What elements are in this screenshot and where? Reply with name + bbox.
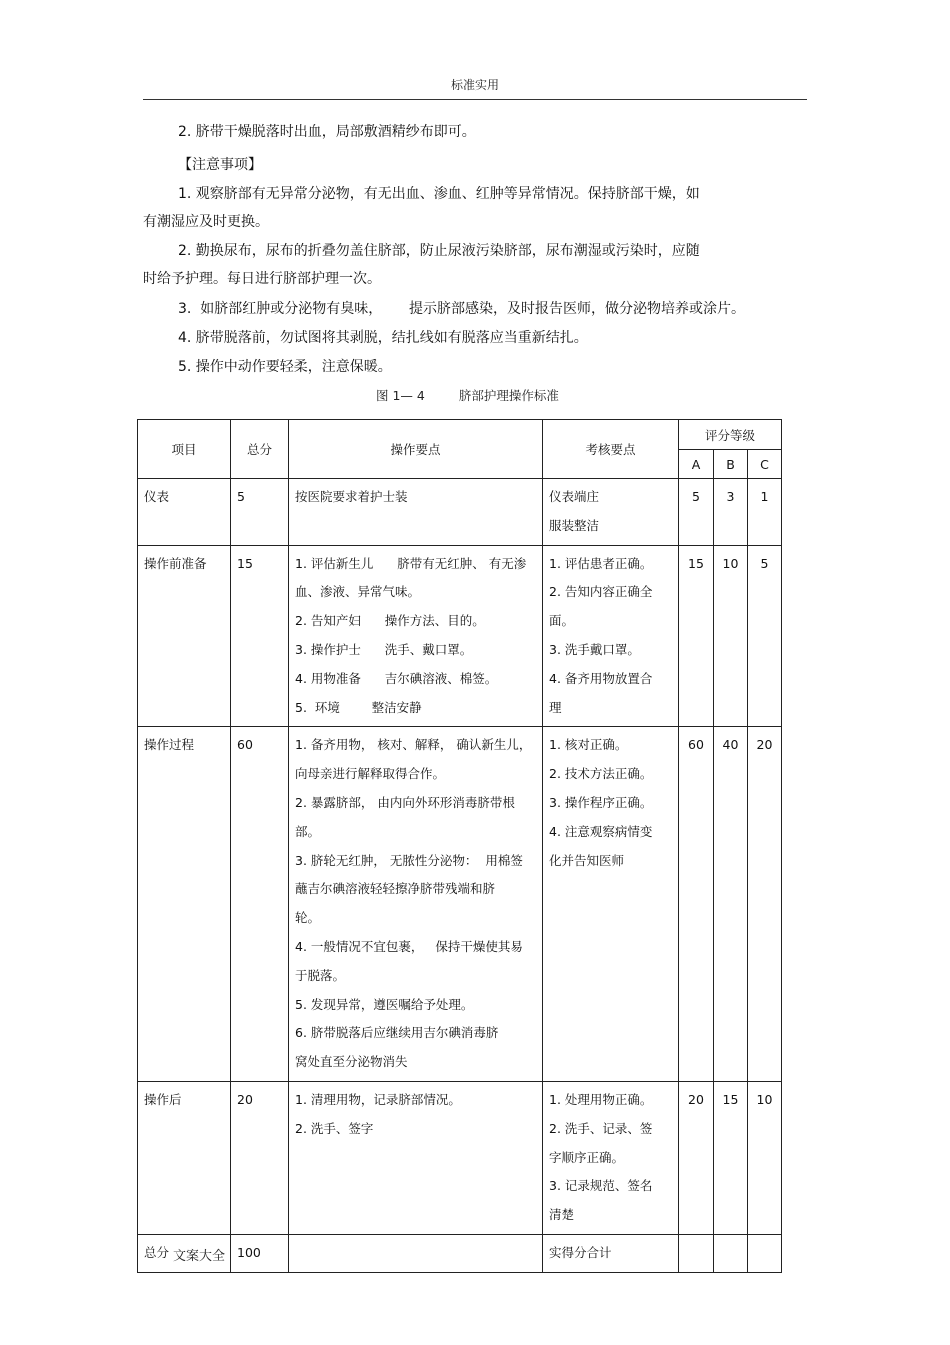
operation-line: 蘸吉尔碘溶液轻轻擦净脐带残端和脐 bbox=[295, 881, 496, 897]
note-line: 有潮湿应及时更换。 bbox=[143, 214, 269, 230]
cell-grade-c: 5 bbox=[748, 545, 782, 727]
cell-total: 100 bbox=[231, 1234, 289, 1272]
operation-line: 2. 告知产妇 操作方法、目的。 bbox=[295, 613, 485, 629]
header-grade-a: A bbox=[679, 450, 714, 479]
cell-assessment bbox=[543, 479, 679, 546]
assessment-line: 1. 核对正确。 bbox=[549, 737, 628, 753]
operation-line: 1. 评估新生儿 脐带有无红肿、 有无渗 bbox=[295, 555, 527, 571]
operation-line: 5. 环境 整洁安静 bbox=[295, 699, 422, 715]
operation-line: 1. 备齐用物， 核对、解释， 确认新生儿， bbox=[295, 737, 532, 753]
header-total: 总分 bbox=[231, 420, 289, 479]
operation-line: 窝处直至分泌物消失 bbox=[295, 1054, 408, 1070]
assessment-line: 实得分合计 bbox=[549, 1244, 612, 1260]
assessment-line: 2. 告知内容正确全 bbox=[549, 584, 653, 600]
note-item bbox=[143, 237, 773, 293]
caption-title: 脐部护理操作标准 bbox=[458, 388, 559, 403]
assessment-line: 化并告知医师 bbox=[549, 852, 625, 868]
cell-operation bbox=[289, 479, 543, 546]
header-grade: 评分等级 bbox=[679, 420, 782, 450]
cell-operation bbox=[289, 727, 543, 1082]
assessment-line: 2. 洗手、记录、签 bbox=[549, 1120, 653, 1136]
assessment-line: 3. 洗手戴口罩。 bbox=[549, 641, 640, 657]
cell-item: 操作过程 bbox=[138, 727, 231, 1082]
cell-grade-c: 20 bbox=[748, 727, 782, 1082]
operation-line: 6. 脐带脱落后应继续用吉尔碘消毒脐 bbox=[295, 1025, 499, 1041]
operation-line: 4. 用物准备 吉尔碘溶液、棉签。 bbox=[295, 670, 498, 686]
operation-line: 部。 bbox=[295, 823, 321, 839]
header-item: 项目 bbox=[138, 420, 231, 479]
cell-grade-c bbox=[748, 1234, 782, 1272]
operation-line: 3. 操作护士 洗手、戴口罩。 bbox=[295, 641, 473, 657]
table-row bbox=[138, 545, 782, 727]
cell-operation bbox=[289, 1081, 543, 1234]
assessment-line: 理 bbox=[549, 699, 562, 715]
note-line: 时给予护理。每日进行脐部护理一次。 bbox=[143, 271, 381, 287]
assessment-line: 字顺序正确。 bbox=[549, 1149, 625, 1165]
assessment-line: 4. 注意观察病情变 bbox=[549, 823, 653, 839]
operation-line: 1. 清理用物，记录脐部情况。 bbox=[295, 1091, 461, 1107]
page-footer: 文案大全 bbox=[173, 1249, 226, 1264]
operation-line: 4. 一般情况不宜包裹， 保持干燥使其易 bbox=[295, 938, 523, 954]
assessment-line: 2. 技术方法正确。 bbox=[549, 766, 653, 782]
cell-grade-a: 20 bbox=[679, 1081, 714, 1234]
cell-assessment bbox=[543, 545, 679, 727]
cell-grade-a: 5 bbox=[679, 479, 714, 546]
notes-heading: 【注意事项】 bbox=[178, 157, 262, 173]
cell-item: 操作后 bbox=[138, 1081, 231, 1234]
operation-line: 2. 暴露脐部， 由内向外环形消毒脐带根 bbox=[295, 794, 515, 810]
cell-assessment bbox=[543, 1081, 679, 1234]
note-item bbox=[143, 180, 773, 236]
operation-line: 向母亲进行解释取得合作。 bbox=[295, 766, 446, 782]
cell-total: 15 bbox=[231, 545, 289, 727]
assessment-line: 4. 备齐用物放置合 bbox=[549, 670, 653, 686]
header-operation: 操作要点 bbox=[289, 420, 543, 479]
table-row bbox=[138, 727, 782, 1082]
table-row bbox=[138, 1081, 782, 1234]
cell-assessment bbox=[543, 727, 679, 1082]
note-line: 1. 观察脐部有无异常分泌物，有无出血、渗血、红肿等异常情况。保持脐部干燥，如 bbox=[178, 186, 700, 202]
note-item: 5. 操作中动作要轻柔，注意保暖。 bbox=[178, 359, 392, 375]
cell-grade-c: 1 bbox=[748, 479, 782, 546]
cell-operation bbox=[289, 545, 543, 727]
cell-grade-a: 15 bbox=[679, 545, 714, 727]
note-item: 4. 脐带脱落前，勿试图将其剥脱，结扎线如有脱落应当重新结扎。 bbox=[178, 330, 588, 346]
assessment-line: 仪表端庄 bbox=[549, 489, 600, 504]
cell-assessment bbox=[543, 1234, 679, 1272]
operation-line: 2. 洗手、签字 bbox=[295, 1120, 374, 1136]
header-divider bbox=[143, 99, 807, 100]
nursing-standard-table bbox=[137, 419, 782, 1273]
cell-operation bbox=[289, 1234, 543, 1272]
caption-label: 图 1— 4 bbox=[376, 388, 425, 403]
assessment-line: 1. 评估患者正确。 bbox=[549, 555, 653, 571]
assessment-line: 服装整洁 bbox=[549, 517, 600, 533]
cell-grade-b: 3 bbox=[714, 479, 748, 546]
assessment-line: 清楚 bbox=[549, 1207, 575, 1223]
assessment-line: 1. 处理用物正确。 bbox=[549, 1091, 653, 1107]
operation-line: 血、渗液、异常气味。 bbox=[295, 584, 421, 600]
cell-item: 总分 bbox=[138, 1234, 231, 1272]
table-caption bbox=[376, 386, 559, 404]
cell-grade-b: 40 bbox=[714, 727, 748, 1082]
cell-total: 5 bbox=[231, 479, 289, 546]
operation-line: 5. 发现异常，遵医嘱给予处理。 bbox=[295, 996, 474, 1012]
cell-grade-b: 15 bbox=[714, 1081, 748, 1234]
cell-total: 20 bbox=[231, 1081, 289, 1234]
assessment-line: 面。 bbox=[549, 613, 575, 629]
operation-line: 按医院要求着护士装 bbox=[295, 489, 408, 504]
note-item: 3. 如脐部红肿或分泌物有臭味， 提示脐部感染，及时报告医师，做分泌物培养或涂片。 bbox=[178, 301, 745, 317]
page-header: 标准实用 bbox=[450, 78, 499, 92]
assessment-line: 3. 记录规范、签名 bbox=[549, 1178, 653, 1194]
cell-grade-a bbox=[679, 1234, 714, 1272]
intro-item: 2. 脐带干燥脱落时出血，局部敷酒精纱布即可。 bbox=[178, 124, 476, 140]
header-grade-c: C bbox=[748, 450, 782, 479]
cell-grade-c: 10 bbox=[748, 1081, 782, 1234]
cell-grade-b: 10 bbox=[714, 545, 748, 727]
cell-item: 仪表 bbox=[138, 479, 231, 546]
table-row bbox=[138, 1234, 782, 1272]
header-grade-b: B bbox=[714, 450, 748, 479]
cell-grade-b bbox=[714, 1234, 748, 1272]
header-assessment: 考核要点 bbox=[543, 420, 679, 479]
operation-line: 于脱落。 bbox=[295, 967, 346, 983]
cell-item: 操作前准备 bbox=[138, 545, 231, 727]
operation-line: 3. 脐轮无红肿， 无脓性分泌物： 用棉签 bbox=[295, 852, 523, 868]
cell-grade-a: 60 bbox=[679, 727, 714, 1082]
cell-total: 60 bbox=[231, 727, 289, 1082]
note-line: 2. 勤换尿布，尿布的折叠勿盖住脐部，防止尿液污染脐部，尿布潮湿或污染时，应随 bbox=[178, 243, 700, 259]
table-row bbox=[138, 479, 782, 546]
assessment-line: 3. 操作程序正确。 bbox=[549, 794, 653, 810]
operation-line: 轮。 bbox=[295, 910, 321, 926]
